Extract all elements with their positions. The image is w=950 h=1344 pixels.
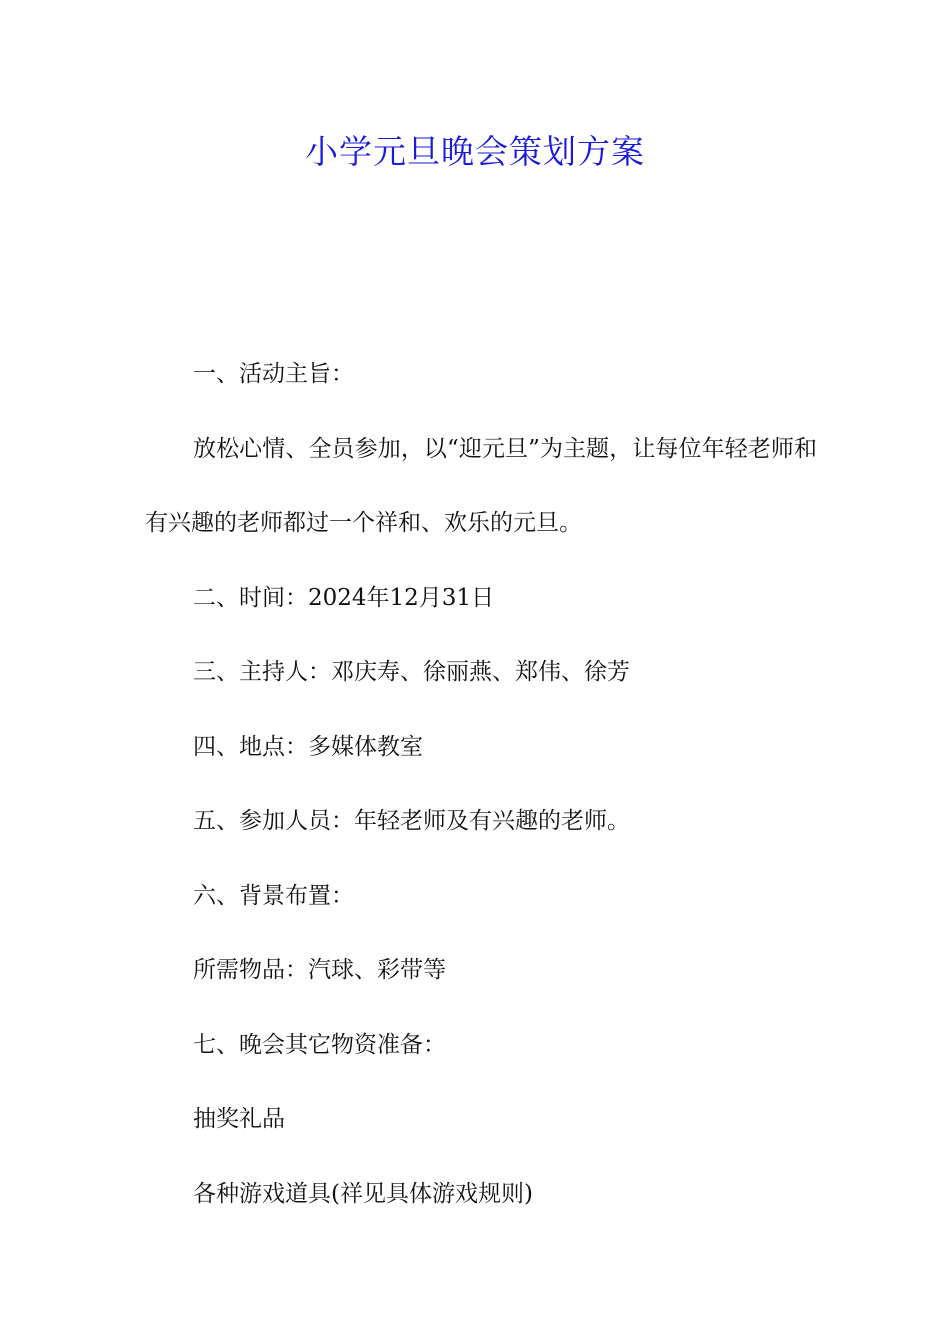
section-location: 四、地点：多媒体教室 (193, 733, 423, 760)
section-hosts: 三、主持人：邓庆寿、徐丽燕、郑伟、徐芳 (193, 659, 630, 685)
document-title: 小学元旦晚会策划方案 (305, 132, 645, 171)
section-heading-purpose: 一、活动主旨： (193, 361, 354, 387)
supplies-item-prizes: 抽奖礼品 (193, 1106, 285, 1132)
section-time: 二、时间：2024年12月31日 (193, 584, 495, 611)
background-items: 所需物品：汽球、彩带等 (193, 957, 446, 983)
section-participants: 五、参加人员：年轻老师及有兴趣的老师。 (193, 808, 630, 834)
section-heading-background: 六、背景布置： (193, 882, 354, 909)
purpose-paragraph: 放松心情、全员参加，以“迎元旦”为主题，让每位年轻老师和有兴趣的老师都过一个祥和、欢乐的元旦。 (145, 435, 817, 536)
supplies-item-game-props: 各种游戏道具(祥见具体游戏规则) (193, 1180, 533, 1207)
section-heading-supplies: 七、晚会其它物资准备： (193, 1031, 446, 1058)
document-body (145, 337, 817, 1231)
